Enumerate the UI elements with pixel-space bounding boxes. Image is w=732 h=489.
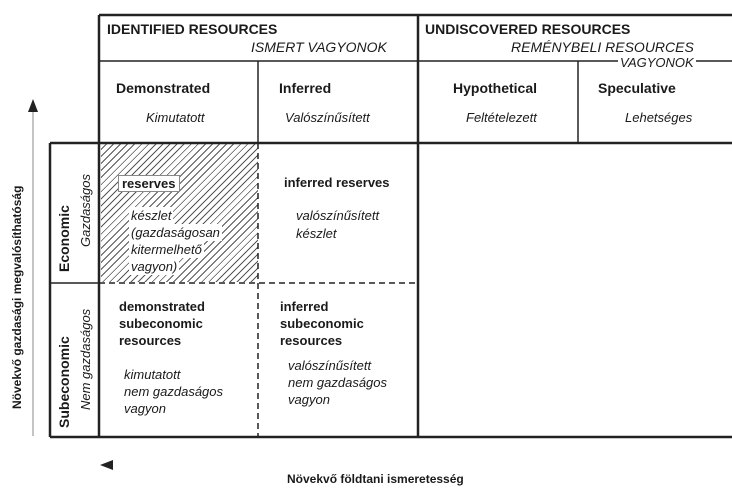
reserves-hu-line: vagyon)	[131, 259, 178, 274]
inferred-subeconomic-hu-line: nem gazdaságos	[288, 375, 388, 390]
inferred-subeconomic-hu	[288, 357, 387, 408]
inferred-reserves-hu-line: valószínűsített	[296, 208, 380, 223]
demonstrated-subeconomic-hu	[124, 366, 223, 417]
demonstrated-subeconomic-hu-line: vagyon	[124, 401, 166, 416]
column-demonstrated-hu: Kimutatott	[146, 110, 205, 125]
demonstrated-subeconomic-hu-line: nem gazdaságos	[124, 384, 224, 399]
undiscovered-resources-hu-line2: VAGYONOK	[620, 55, 694, 70]
inferred-reserves-label: inferred reserves	[284, 175, 390, 190]
row-economic-hu: Gazdaságos	[78, 174, 93, 247]
row-economic: Economic	[56, 205, 72, 272]
column-hypothetical-hu: Feltételezett	[466, 110, 537, 125]
reserves-hu	[129, 207, 222, 275]
inferred-subeconomic-hu-line: valószínűsített	[288, 358, 372, 373]
column-inferred: Inferred	[279, 80, 332, 96]
inferred-subeconomic-line: subeconomic	[280, 316, 364, 331]
vertical-axis-arrowhead	[28, 99, 38, 112]
horizontal-axis-label: Növekvő földtani ismeretesség	[287, 472, 464, 486]
column-speculative-hu: Lehetséges	[625, 110, 693, 125]
reserves-hu-line: kitermelhető	[131, 242, 202, 257]
inferred-reserves-hu-line: készlet	[296, 226, 337, 241]
column-speculative: Speculative	[598, 80, 676, 96]
column-inferred-hu: Valószínűsített	[285, 110, 370, 125]
row-subeconomic: Subeconomic	[56, 336, 72, 428]
inferred-subeconomic-hu-line: vagyon	[288, 392, 330, 407]
identified-resources-title: IDENTIFIED RESOURCES	[107, 21, 278, 37]
identified-resources-hu: ISMERT VAGYONOK	[251, 39, 387, 55]
horizontal-axis-arrowhead	[100, 460, 113, 470]
inferred-reserves-hu	[296, 207, 379, 243]
column-hypothetical: Hypothetical	[453, 80, 538, 96]
row-subeconomic-hu: Nem gazdaságos	[78, 308, 93, 410]
demonstrated-subeconomic-label	[119, 298, 205, 349]
column-demonstrated: Demonstrated	[116, 80, 211, 96]
reserves-hu-line: (gazdaságosan	[131, 225, 220, 240]
demonstrated-subeconomic-line: demonstrated	[119, 299, 205, 314]
demonstrated-subeconomic-line: resources	[119, 333, 182, 348]
demonstrated-subeconomic-hu-line: kimutatott	[124, 367, 181, 382]
inferred-subeconomic-line: resources	[280, 333, 343, 348]
reserves-label: reserves	[118, 175, 180, 192]
reserves-hu-line: készlet	[131, 208, 172, 223]
inferred-subeconomic-label	[280, 298, 364, 349]
undiscovered-resources-hu-line1: REMÉNYBELI RESOURCES	[511, 39, 694, 55]
inferred-subeconomic-line: inferred	[280, 299, 329, 314]
undiscovered-resources-title: UNDISCOVERED RESOURCES	[425, 21, 631, 37]
vertical-axis-label: Növekvő gazdasági megvalósíthatóság	[10, 185, 24, 409]
demonstrated-subeconomic-line: subeconomic	[119, 316, 203, 331]
